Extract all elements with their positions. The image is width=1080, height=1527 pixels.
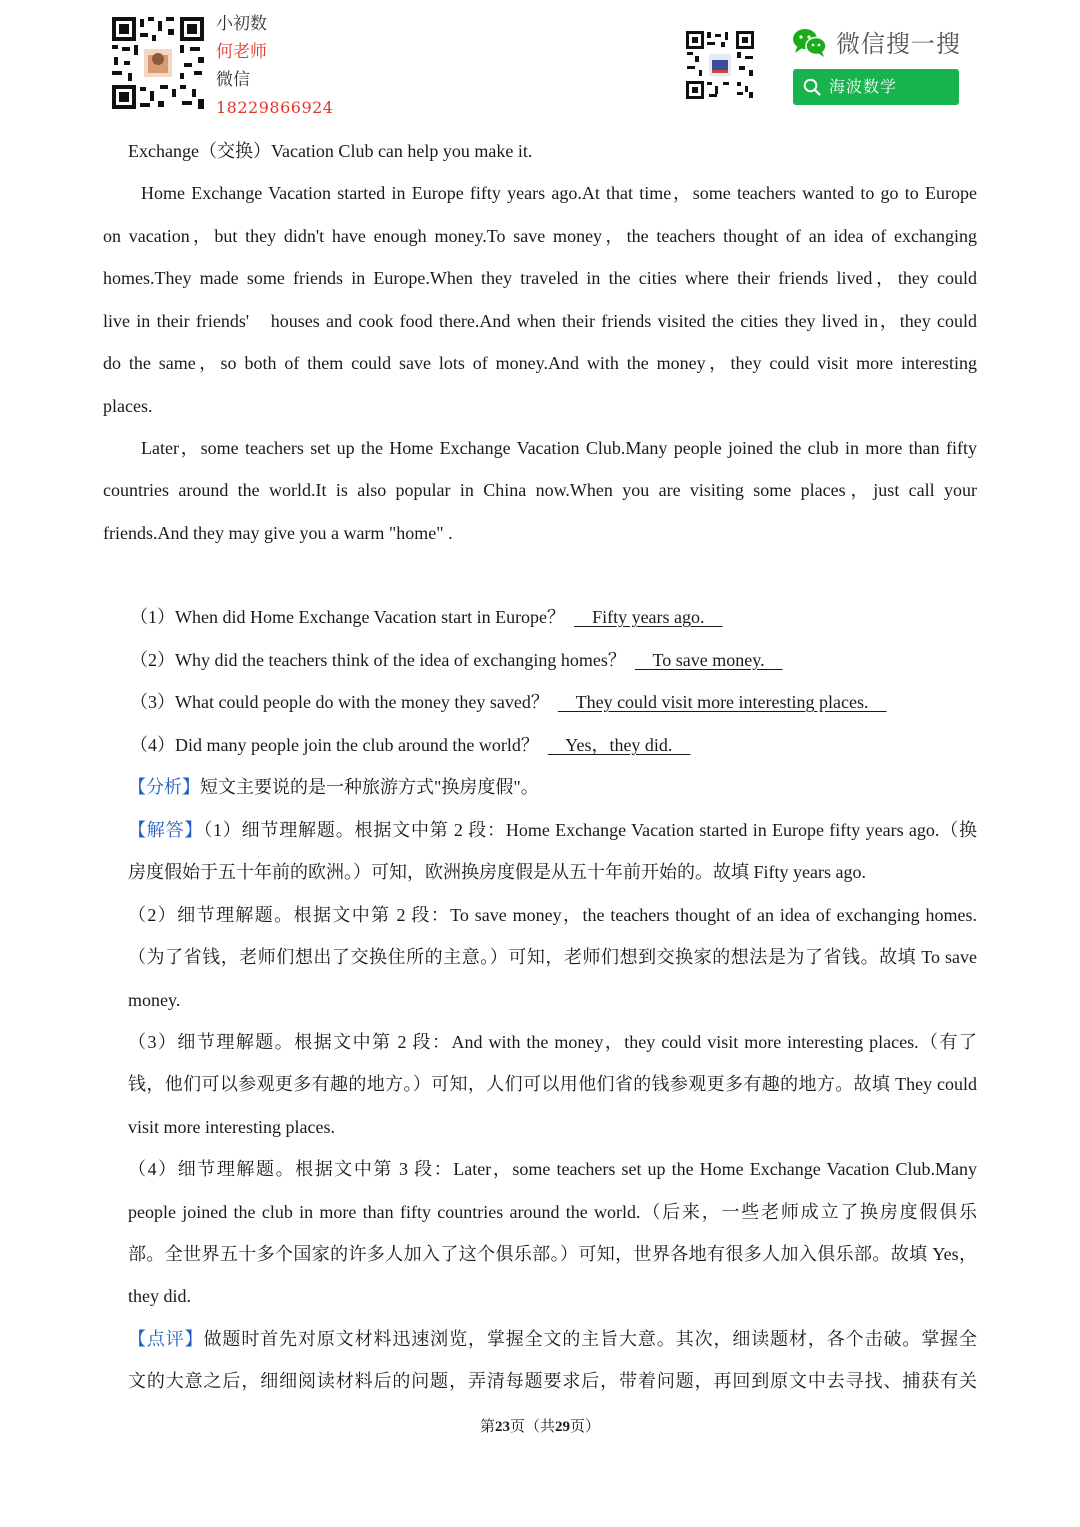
qr-code-contact[interactable]: [110, 15, 206, 111]
contact-line-1: 小初数: [216, 14, 267, 34]
answer-blank: Fifty years ago.: [574, 607, 723, 627]
passage-line: homes.They made some friends in Europe.When they traveled in the cities where their friends lived，they could: [103, 268, 977, 288]
answer-line: they did.: [128, 1286, 191, 1306]
question-item: [130, 605, 723, 629]
contact-phone[interactable]: 18229866924: [216, 98, 334, 117]
wechat-logo-icon: [792, 28, 828, 58]
contact-info: [216, 10, 356, 122]
question-text: （3）What could people do with the money they saved？: [130, 692, 549, 712]
page-number: 23: [494, 1419, 510, 1435]
page-total: 29: [555, 1419, 570, 1435]
answer-text: （1）细节理解题。根据文中第 2 段：Home Exchange Vacation started in Europe fifty years ago.（换: [203, 820, 978, 840]
question-item: [130, 733, 690, 757]
page-number-prefix: 第: [479, 1419, 495, 1435]
analysis-tag: 【分析】: [128, 777, 200, 797]
wechat-search-button[interactable]: [793, 69, 959, 105]
page-footer: [0, 1416, 1080, 1438]
answer-tag: 【解答】: [128, 820, 204, 840]
answer-line: [128, 818, 977, 842]
wechat-search-brand: [792, 26, 972, 62]
passage-line: Home Exchange Vacation started in Europe fifty years ago.At that time，some teachers wanted to go to Europe: [141, 183, 977, 203]
passage-line: places.: [103, 396, 153, 416]
answer-line: （4）细节理解题。根据文中第 3 段：Later，some teachers set up the Home Exchange Vacation Club.Many: [128, 1159, 977, 1179]
answer-blank: To save money.: [634, 650, 783, 670]
question-item: [130, 690, 887, 714]
answer-line: （2）细节理解题。根据文中第 2 段：To save money，the teachers thought of an idea of exchanging homes.: [128, 905, 977, 925]
question-item: [130, 648, 783, 672]
passage-line: Exchange（交换）Vacation Club can help you make it.: [128, 141, 533, 161]
comment-line: [128, 1327, 977, 1351]
analysis-section: [128, 775, 539, 799]
answer-line: （为了省钱，老师们想出了交换住所的主意。）可知，老师们想到交换家的想法是为了省钱。故填 To save: [128, 947, 977, 967]
page-number-middle: 页（共: [509, 1419, 555, 1435]
passage-line: do the same，so both of them could save lots of money.And with the money，they could visit more interesting: [103, 353, 977, 373]
answer-line: money.: [128, 990, 181, 1010]
passage-line: friends.And they may give you a warm "home" .: [103, 523, 453, 543]
passage-line: countries around the world.It is also popular in China now.When you are visiting some places，just call your: [103, 480, 977, 500]
comment-text: 做题时首先对原文材料迅速浏览，掌握全文的主旨大意。其次，细读题材，各个击破。掌握全: [203, 1329, 977, 1349]
contact-wechat-label: 微信: [216, 70, 250, 90]
page-number-suffix: 页）: [570, 1419, 601, 1435]
answer-line: 钱，他们可以参观更多有趣的地方。）可知，人们可以用他们省的钱参观更多有趣的地方。故填 They could: [128, 1074, 977, 1094]
passage-line: live in their friends' houses and cook food there.And when their friends visited the cities they lived in，they could: [103, 311, 977, 331]
answer-blank: Yes，they did.: [547, 735, 691, 755]
question-text: （1）When did Home Exchange Vacation start in Europe？: [130, 607, 566, 627]
contact-teacher: 何老师: [216, 42, 267, 62]
wechat-brand-text: 微信搜一搜: [836, 30, 961, 58]
answer-line: 房度假始于五十年前的欧洲。）可知，欧洲换房度假是从五十年前开始的。故填 Fifty years ago.: [128, 862, 866, 882]
passage-line: Later，some teachers set up the Home Exchange Vacation Club.Many people joined the club in more than fifty: [141, 438, 977, 458]
passage-line: on vacation，but they didn't have enough money.To save money，the teachers thought of an idea of exchanging: [103, 226, 977, 246]
qr-code-wechat-search[interactable]: [685, 30, 755, 100]
search-icon: [803, 78, 821, 96]
comment-line: 文的大意之后，细细阅读材料后的问题，弄清每题要求后，带着问题，再回到原文中去寻找、捕获有关: [128, 1371, 977, 1391]
answer-line: people joined the club in more than fifty countries around the world.（后来，一些老师成立了换房度假俱乐: [128, 1202, 977, 1222]
answer-blank: They could visit more interesting places.: [557, 692, 887, 712]
answer-line: 部。全世界五十多个国家的许多人加入了这个俱乐部。）可知，世界各地有很多人加入俱乐部。故填 Yes，: [128, 1244, 977, 1264]
page-header: [0, 0, 1080, 125]
comment-tag: 【点评】: [128, 1329, 204, 1349]
question-text: （2）Why did the teachers think of the idea of exchanging homes？: [130, 650, 626, 670]
wechat-search-label: 海波数学: [829, 77, 898, 96]
question-text: （4）Did many people join the club around the world？: [130, 735, 539, 755]
analysis-text: 短文主要说的是一种旅游方式"换房度假"。: [200, 777, 539, 797]
answer-line: （3）细节理解题。根据文中第 2 段：And with the money，they could visit more interesting places.（有了: [128, 1032, 977, 1052]
answer-line: visit more interesting places.: [128, 1117, 335, 1137]
